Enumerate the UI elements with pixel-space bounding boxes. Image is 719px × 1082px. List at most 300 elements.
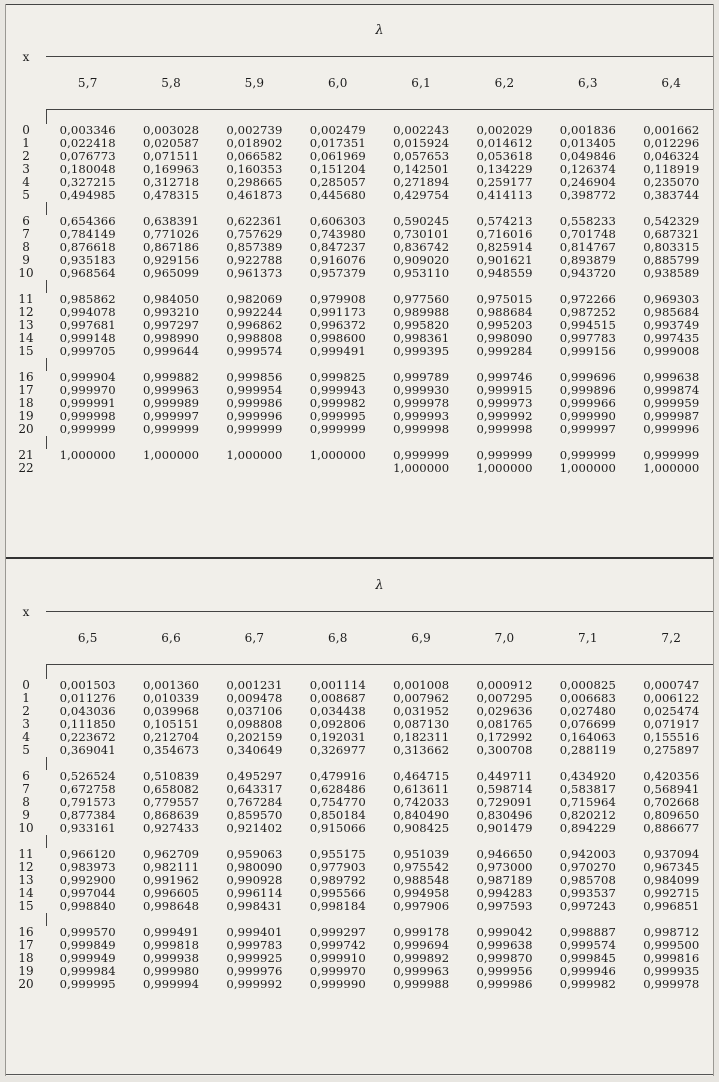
probability-cell: 0,984050 xyxy=(143,292,200,306)
probability-cell: 0,959063 xyxy=(226,847,283,861)
probability-cell: 0,071917 xyxy=(643,717,700,731)
probability-cell: 0,246904 xyxy=(559,175,616,189)
probability-cell: 0,464715 xyxy=(393,769,450,783)
probability-cell: 0,013405 xyxy=(559,136,616,150)
probability-cell: 0,742033 xyxy=(393,795,450,809)
probability-cell: 0,066582 xyxy=(226,149,283,163)
probability-cell: 0,999882 xyxy=(143,370,200,384)
probability-cell: 0,977903 xyxy=(309,860,366,874)
probability-cell: 0,993537 xyxy=(559,886,616,900)
probability-cell: 0,997297 xyxy=(143,318,200,332)
probability-cell: 0,975015 xyxy=(476,292,533,306)
table-row xyxy=(6,345,713,358)
probability-cell: 0,999946 xyxy=(559,964,616,978)
probability-cell: 0,729091 xyxy=(476,795,533,809)
probability-cell: 0,202159 xyxy=(226,730,283,744)
probability-cell: 0,003028 xyxy=(143,123,200,137)
probability-cell xyxy=(46,462,129,475)
probability-cell: 0,999959 xyxy=(643,396,700,410)
probability-cell: 0,977560 xyxy=(393,292,450,306)
lambda-value: 5,7 xyxy=(46,57,129,110)
lambda-header: λ xyxy=(46,559,713,612)
probability-cell: 0,558233 xyxy=(559,214,616,228)
table-row xyxy=(6,423,713,436)
probability-cell: 0,909020 xyxy=(393,253,450,267)
probability-cell: 0,989988 xyxy=(393,305,450,319)
probability-cell: 0,999574 xyxy=(226,344,283,358)
x-value: 17 xyxy=(18,938,34,952)
probability-cell: 0,271894 xyxy=(393,175,450,189)
x-value: 18 xyxy=(18,396,34,410)
x-value: 21 xyxy=(18,448,34,462)
probability-cell: 0,182311 xyxy=(393,730,450,744)
spacer-x-cell xyxy=(6,665,46,680)
probability-cell: 0,901479 xyxy=(476,821,533,835)
probability-cell: 0,983973 xyxy=(59,860,116,874)
probability-cell: 0,643317 xyxy=(226,782,283,796)
probability-cell: 0,076699 xyxy=(559,717,616,731)
probability-cell: 0,049846 xyxy=(559,149,616,163)
probability-cell: 0,999008 xyxy=(643,344,700,358)
lambda-value: 7,0 xyxy=(463,612,546,665)
lambda-value: 6,3 xyxy=(546,57,629,110)
lambda-value: 5,8 xyxy=(129,57,212,110)
probability-cell: 0,982069 xyxy=(226,292,283,306)
probability-cell: 0,235070 xyxy=(643,175,700,189)
probability-cell: 0,999954 xyxy=(226,383,283,397)
probability-cell: 0,999148 xyxy=(59,331,116,345)
probability-cell: 0,027480 xyxy=(559,704,616,718)
probability-cell: 0,992900 xyxy=(59,873,116,887)
x-value: 19 xyxy=(18,409,34,423)
probability-cell: 0,568941 xyxy=(643,782,700,796)
probability-cell: 0,999491 xyxy=(309,344,366,358)
probability-cell: 0,999980 xyxy=(143,964,200,978)
probability-cell: 0,542329 xyxy=(643,214,700,228)
probability-cell: 0,672758 xyxy=(59,782,116,796)
probability-cell: 0,998712 xyxy=(643,925,700,939)
probability-cell: 0,999970 xyxy=(59,383,116,397)
probability-cell: 0,007962 xyxy=(393,691,450,705)
probability-cell: 0,915066 xyxy=(309,821,366,835)
probability-cell: 0,001008 xyxy=(393,678,450,692)
probability-cell xyxy=(129,462,212,475)
probability-cell: 0,461873 xyxy=(226,188,283,202)
probability-cell: 0,867186 xyxy=(143,240,200,254)
probability-cell: 0,937094 xyxy=(643,847,700,861)
probability-cell: 0,999156 xyxy=(559,344,616,358)
probability-cell: 0,999997 xyxy=(559,422,616,436)
x-value: 1 xyxy=(22,691,30,705)
table-row xyxy=(6,462,713,475)
probability-cell: 0,894229 xyxy=(559,821,616,835)
probability-cell: 0,999818 xyxy=(143,938,200,952)
probability-cell: 0,998648 xyxy=(143,899,200,913)
probability-cell: 0,259177 xyxy=(476,175,533,189)
table-row xyxy=(6,822,713,835)
lambda-value: 6,5 xyxy=(46,612,129,665)
x-value: 11 xyxy=(18,292,34,306)
probability-cell: 0,007295 xyxy=(476,691,533,705)
probability-cell: 0,015924 xyxy=(393,136,450,150)
probability-cell: 0,998808 xyxy=(226,331,283,345)
probability-cell: 0,901621 xyxy=(476,253,533,267)
probability-cell: 0,916076 xyxy=(309,253,366,267)
probability-cell: 0,057653 xyxy=(393,149,450,163)
probability-cell: 0,001836 xyxy=(559,123,616,137)
probability-cell: 0,988684 xyxy=(476,305,533,319)
probability-cell: 0,999990 xyxy=(559,409,616,423)
probability-cell: 0,999789 xyxy=(393,370,450,384)
probability-cell: 0,449711 xyxy=(476,769,533,783)
probability-cell: 0,999930 xyxy=(393,383,450,397)
x-value: 8 xyxy=(22,240,30,254)
probability-cell: 0,574213 xyxy=(476,214,533,228)
lambda-value: 6,0 xyxy=(296,57,379,110)
probability-cell: 0,962709 xyxy=(143,847,200,861)
probability-cell: 0,996862 xyxy=(226,318,283,332)
lambda-value: 7,2 xyxy=(630,612,713,665)
probability-cell: 0,702668 xyxy=(643,795,700,809)
lambda-value: 5,9 xyxy=(213,57,296,110)
probability-cell: 0,001503 xyxy=(59,678,116,692)
probability-cell: 0,840490 xyxy=(393,808,450,822)
probability-cell: 0,995820 xyxy=(393,318,450,332)
x-value: 19 xyxy=(18,964,34,978)
probability-cell: 1,000000 xyxy=(393,461,450,475)
probability-cell xyxy=(296,462,379,475)
probability-cell: 0,973000 xyxy=(476,860,533,874)
x-value: 16 xyxy=(18,925,34,939)
probability-cell: 0,999991 xyxy=(59,396,116,410)
probability-cell: 0,701748 xyxy=(559,227,616,241)
probability-cell: 0,999987 xyxy=(643,409,700,423)
probability-cell: 0,999992 xyxy=(226,977,283,991)
probability-cell: 0,730101 xyxy=(393,227,450,241)
probability-cell: 0,999999 xyxy=(59,422,116,436)
probability-cell: 0,999986 xyxy=(476,977,533,991)
probability-cell: 0,997593 xyxy=(476,899,533,913)
table-row xyxy=(6,978,713,991)
group-spacer xyxy=(6,110,713,125)
probability-cell: 0,999988 xyxy=(393,977,450,991)
probability-cell: 0,298665 xyxy=(226,175,283,189)
probability-cell: 0,105151 xyxy=(143,717,200,731)
probability-cell: 0,771026 xyxy=(143,227,200,241)
x-value: 3 xyxy=(22,717,30,731)
probability-cell: 0,001114 xyxy=(309,678,366,692)
x-value: 8 xyxy=(22,795,30,809)
probability-cell: 0,312718 xyxy=(143,175,200,189)
probability-cell: 0,999976 xyxy=(226,964,283,978)
probability-cell: 0,999395 xyxy=(393,344,450,358)
probability-cell: 1,000000 xyxy=(59,448,116,462)
probability-cell: 0,999990 xyxy=(309,977,366,991)
probability-cell: 0,998887 xyxy=(559,925,616,939)
probability-cell: 0,012296 xyxy=(643,136,700,150)
probability-cell: 0,999845 xyxy=(559,951,616,965)
probability-cell: 0,999994 xyxy=(143,977,200,991)
probability-cell: 0,998840 xyxy=(59,899,116,913)
x-value: 20 xyxy=(18,422,34,436)
probability-cell: 0,809650 xyxy=(643,808,700,822)
x-value: 20 xyxy=(18,977,34,991)
x-value: 12 xyxy=(18,305,34,319)
probability-cell: 0,999935 xyxy=(643,964,700,978)
probability-cell: 0,886677 xyxy=(643,821,700,835)
probability-cell: 0,009478 xyxy=(226,691,283,705)
x-value: 16 xyxy=(18,370,34,384)
x-value: 22 xyxy=(18,461,34,475)
probability-cell: 0,982111 xyxy=(143,860,200,874)
probability-cell: 0,613611 xyxy=(393,782,450,796)
probability-cell: 0,999982 xyxy=(559,977,616,991)
probability-cell: 0,836742 xyxy=(393,240,450,254)
probability-cell: 0,999992 xyxy=(476,409,533,423)
x-value: 1 xyxy=(22,136,30,150)
bottom-rule xyxy=(6,1074,713,1075)
probability-cell: 0,929156 xyxy=(143,253,200,267)
probability-cell: 0,999694 xyxy=(393,938,450,952)
probability-cell: 0,943720 xyxy=(559,266,616,280)
probability-cell: 0,922788 xyxy=(226,253,283,267)
probability-cell: 0,999949 xyxy=(59,951,116,965)
probability-cell: 0,767284 xyxy=(226,795,283,809)
probability-cell: 0,992715 xyxy=(643,886,700,900)
probability-cell: 0,998090 xyxy=(476,331,533,345)
probability-cell: 0,046324 xyxy=(643,149,700,163)
probability-cell: 0,020587 xyxy=(143,136,200,150)
probability-cell: 1,000000 xyxy=(476,461,533,475)
probability-cell: 0,994958 xyxy=(393,886,450,900)
probability-cell: 0,155516 xyxy=(643,730,700,744)
probability-cell xyxy=(213,462,296,475)
probability-cell: 0,985684 xyxy=(643,305,700,319)
probability-cell: 0,999999 xyxy=(393,448,450,462)
probability-cell: 0,996605 xyxy=(143,886,200,900)
probability-cell: 0,779557 xyxy=(143,795,200,809)
poisson-table-page xyxy=(5,4,714,1076)
probability-cell: 0,383744 xyxy=(643,188,700,202)
probability-cell: 0,803315 xyxy=(643,240,700,254)
probability-cell: 0,979908 xyxy=(309,292,366,306)
x-value: 2 xyxy=(22,149,30,163)
probability-cell: 0,993749 xyxy=(643,318,700,332)
probability-cell: 0,999644 xyxy=(143,344,200,358)
x-value: 9 xyxy=(22,253,30,267)
x-value: 3 xyxy=(22,162,30,176)
probability-cell: 0,933161 xyxy=(59,821,116,835)
probability-cell: 0,606303 xyxy=(309,214,366,228)
probability-cell: 0,999284 xyxy=(476,344,533,358)
x-value: 18 xyxy=(18,951,34,965)
probability-cell: 0,111850 xyxy=(59,717,116,731)
probability-cell: 0,997435 xyxy=(643,331,700,345)
probability-cell: 0,935183 xyxy=(59,253,116,267)
probability-cell: 0,999746 xyxy=(476,370,533,384)
probability-cell: 0,999925 xyxy=(226,951,283,965)
probability-cell: 0,006122 xyxy=(643,691,700,705)
probability-cell: 0,999999 xyxy=(309,422,366,436)
probability-cell: 0,992244 xyxy=(226,305,283,319)
probability-cell: 0,847237 xyxy=(309,240,366,254)
probability-cell: 0,927433 xyxy=(143,821,200,835)
probability-cell: 0,987252 xyxy=(559,305,616,319)
x-value: 6 xyxy=(22,769,30,783)
probability-cell: 0,999963 xyxy=(393,964,450,978)
probability-cell: 0,908425 xyxy=(393,821,450,835)
spacer-cell xyxy=(46,665,713,680)
probability-cell: 0,212704 xyxy=(143,730,200,744)
x-value: 14 xyxy=(18,331,34,345)
probability-cell: 0,092806 xyxy=(309,717,366,731)
probability-cell: 0,991173 xyxy=(309,305,366,319)
probability-cell: 0,180048 xyxy=(59,162,116,176)
probability-cell: 0,998600 xyxy=(309,331,366,345)
lambda-value: 6,7 xyxy=(213,612,296,665)
probability-cell: 0,784149 xyxy=(59,227,116,241)
probability-cell: 0,999998 xyxy=(59,409,116,423)
probability-cell: 0,043036 xyxy=(59,704,116,718)
probability-cell: 0,003346 xyxy=(59,123,116,137)
probability-cell: 0,997906 xyxy=(393,899,450,913)
probability-cell: 0,354673 xyxy=(143,743,200,757)
lambda-value: 6,4 xyxy=(630,57,713,110)
probability-cell: 0,414113 xyxy=(476,188,533,202)
x-header: x xyxy=(22,604,30,619)
lambda-value: 6,1 xyxy=(379,57,462,110)
probability-cell: 0,039968 xyxy=(143,704,200,718)
probability-cell: 0,008687 xyxy=(309,691,366,705)
probability-cell: 0,999638 xyxy=(476,938,533,952)
x-value: 17 xyxy=(18,383,34,397)
lambda-value: 6,8 xyxy=(296,612,379,665)
probability-cell: 1,000000 xyxy=(643,461,700,475)
probability-cell: 0,000912 xyxy=(476,678,533,692)
probability-cell: 0,018902 xyxy=(226,136,283,150)
probability-table xyxy=(6,4,713,475)
probability-cell: 0,997243 xyxy=(559,899,616,913)
probability-cell: 0,169963 xyxy=(143,162,200,176)
lambda-header: λ xyxy=(46,4,713,57)
x-value: 6 xyxy=(22,214,30,228)
probability-cell: 0,814767 xyxy=(559,240,616,254)
probability-cell: 0,160353 xyxy=(226,162,283,176)
probability-cell: 0,999856 xyxy=(226,370,283,384)
probability-cell: 0,942003 xyxy=(559,847,616,861)
spacer-cell xyxy=(46,110,713,125)
probability-cell: 0,985708 xyxy=(559,873,616,887)
probability-cell: 0,326977 xyxy=(309,743,366,757)
x-value: 10 xyxy=(18,266,34,280)
x-value: 0 xyxy=(22,678,30,692)
probability-cell: 0,025474 xyxy=(643,704,700,718)
spacer-x-cell xyxy=(6,110,46,125)
probability-cell: 0,999999 xyxy=(559,448,616,462)
probability-cell: 0,820212 xyxy=(559,808,616,822)
probability-cell: 0,967345 xyxy=(643,860,700,874)
probability-cell: 0,961373 xyxy=(226,266,283,280)
probability-cell: 0,687321 xyxy=(643,227,700,241)
x-value: 4 xyxy=(22,730,30,744)
x-header: x xyxy=(22,49,30,64)
probability-cell: 0,989792 xyxy=(309,873,366,887)
probability-cell: 0,716016 xyxy=(476,227,533,241)
probability-cell: 0,995566 xyxy=(309,886,366,900)
probability-cell: 0,893879 xyxy=(559,253,616,267)
probability-cell: 0,980090 xyxy=(226,860,283,874)
probability-cell: 0,999996 xyxy=(226,409,283,423)
probability-cell: 0,868639 xyxy=(143,808,200,822)
probability-cell: 0,369041 xyxy=(59,743,116,757)
probability-cell: 0,998990 xyxy=(143,331,200,345)
probability-cell: 0,495297 xyxy=(226,769,283,783)
probability-cell: 0,994515 xyxy=(559,318,616,332)
probability-cell: 0,494985 xyxy=(59,188,116,202)
probability-cell: 0,053618 xyxy=(476,149,533,163)
probability-cell: 0,126374 xyxy=(559,162,616,176)
probability-cell: 0,999500 xyxy=(643,938,700,952)
x-value: 5 xyxy=(22,188,30,202)
group-spacer xyxy=(6,665,713,680)
probability-cell: 0,754770 xyxy=(309,795,366,809)
probability-cell: 0,999999 xyxy=(643,448,700,462)
probability-cell: 0,445680 xyxy=(309,188,366,202)
probability-cell: 0,583817 xyxy=(559,782,616,796)
probability-cell: 0,434920 xyxy=(559,769,616,783)
probability-cell: 0,830496 xyxy=(476,808,533,822)
probability-cell: 0,658082 xyxy=(143,782,200,796)
probability-cell: 0,999999 xyxy=(476,448,533,462)
probability-cell: 0,192031 xyxy=(309,730,366,744)
probability-cell: 0,999995 xyxy=(309,409,366,423)
x-value: 0 xyxy=(22,123,30,137)
probability-cell: 0,285057 xyxy=(309,175,366,189)
probability-cell: 0,327215 xyxy=(59,175,116,189)
probability-cell: 0,006683 xyxy=(559,691,616,705)
x-value: 7 xyxy=(22,782,30,796)
probability-cell: 0,999870 xyxy=(476,951,533,965)
lambda-header-row xyxy=(6,4,713,57)
probability-cell: 0,999973 xyxy=(476,396,533,410)
probability-cell: 1,000000 xyxy=(226,448,283,462)
x-value: 11 xyxy=(18,847,34,861)
probability-cell: 0,164063 xyxy=(559,730,616,744)
probability-cell: 0,999963 xyxy=(143,383,200,397)
x-value: 7 xyxy=(22,227,30,241)
probability-cell: 0,985862 xyxy=(59,292,116,306)
probability-cell: 0,999993 xyxy=(393,409,450,423)
probability-cell: 0,999570 xyxy=(59,925,116,939)
probability-cell: 0,850184 xyxy=(309,808,366,822)
probability-cell: 0,999401 xyxy=(226,925,283,939)
x-value: 13 xyxy=(18,873,34,887)
probability-cell: 0,313662 xyxy=(393,743,450,757)
probability-cell: 0,968564 xyxy=(59,266,116,280)
probability-cell: 0,999943 xyxy=(309,383,366,397)
x-value: 2 xyxy=(22,704,30,718)
probability-cell: 0,953110 xyxy=(393,266,450,280)
probability-cell: 0,999574 xyxy=(559,938,616,952)
probability-cell: 0,999989 xyxy=(143,396,200,410)
probability-cell: 0,996114 xyxy=(226,886,283,900)
probability-cell: 1,000000 xyxy=(559,461,616,475)
probability-cell: 0,999986 xyxy=(226,396,283,410)
probability-cell: 1,000000 xyxy=(309,448,366,462)
probability-cell: 0,975542 xyxy=(393,860,450,874)
probability-cell: 0,598714 xyxy=(476,782,533,796)
probability-cell: 0,034438 xyxy=(309,704,366,718)
